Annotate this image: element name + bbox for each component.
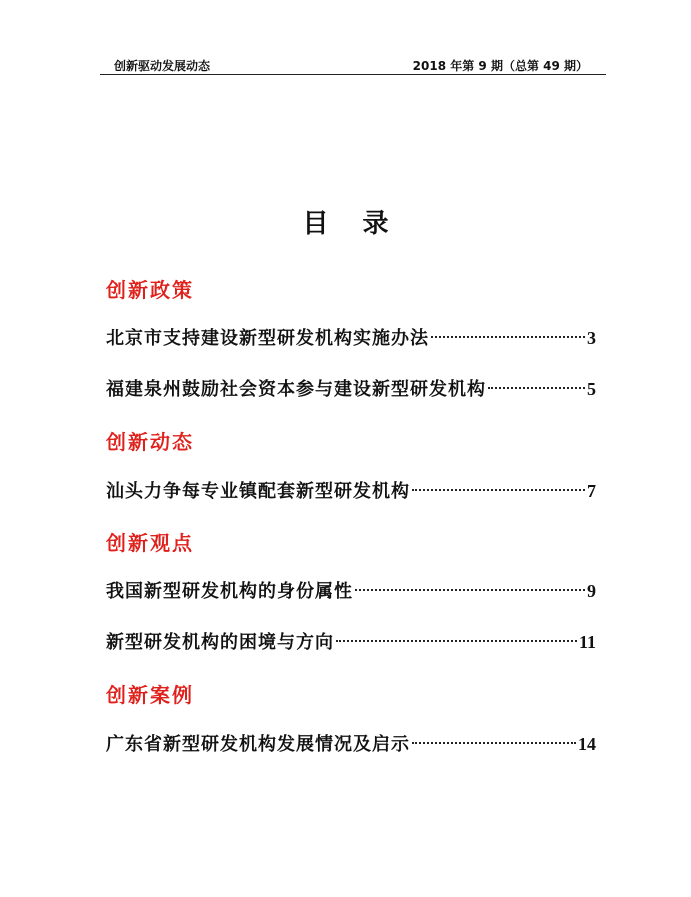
toc-entry[interactable]	[106, 324, 596, 350]
toc-entry[interactable]	[106, 577, 596, 603]
toc-entry-title[interactable]: 福建泉州鼓励社会资本参与建设新型研发机构	[106, 379, 486, 400]
toc-entry-title[interactable]: 我国新型研发机构的身份属性	[106, 581, 353, 602]
toc-entry-title[interactable]: 广东省新型研发机构发展情况及启示	[106, 734, 410, 755]
toc-entry-page: 14	[578, 734, 596, 754]
dot-leader	[355, 589, 585, 591]
section-heading-cases: 创新案例	[106, 683, 194, 707]
page-header	[100, 55, 606, 75]
toc-entry[interactable]	[106, 375, 596, 401]
toc-entry-page: 9	[587, 581, 596, 601]
toc-entry[interactable]	[106, 628, 596, 654]
toc-entry-title[interactable]: 汕头力争每专业镇配套新型研发机构	[106, 481, 410, 502]
publication-name: 创新驱动发展动态	[114, 59, 211, 73]
dot-leader	[336, 640, 577, 642]
toc-entry-page: 3	[587, 328, 596, 348]
toc-entry-page: 11	[578, 632, 596, 652]
toc-entry-title[interactable]: 新型研发机构的困境与方向	[106, 632, 334, 653]
dot-leader	[488, 387, 585, 389]
issue-number: 2018 年第 9 期（总第 49 期）	[412, 59, 588, 73]
section-heading-dynamics: 创新动态	[106, 430, 194, 454]
dot-leader	[431, 336, 585, 338]
toc-entry-title[interactable]: 北京市支持建设新型研发机构实施办法	[106, 328, 429, 349]
header-divider	[100, 74, 606, 75]
toc-entry-page: 5	[587, 379, 596, 399]
toc-entry[interactable]	[106, 730, 596, 756]
dot-leader	[412, 489, 585, 491]
dot-leader	[412, 742, 576, 744]
toc-entry[interactable]	[106, 477, 596, 503]
section-heading-policy: 创新政策	[106, 278, 194, 302]
section-heading-viewpoints: 创新观点	[106, 531, 194, 555]
toc-entry-page: 7	[587, 481, 596, 501]
toc-title: 目录	[302, 209, 423, 239]
